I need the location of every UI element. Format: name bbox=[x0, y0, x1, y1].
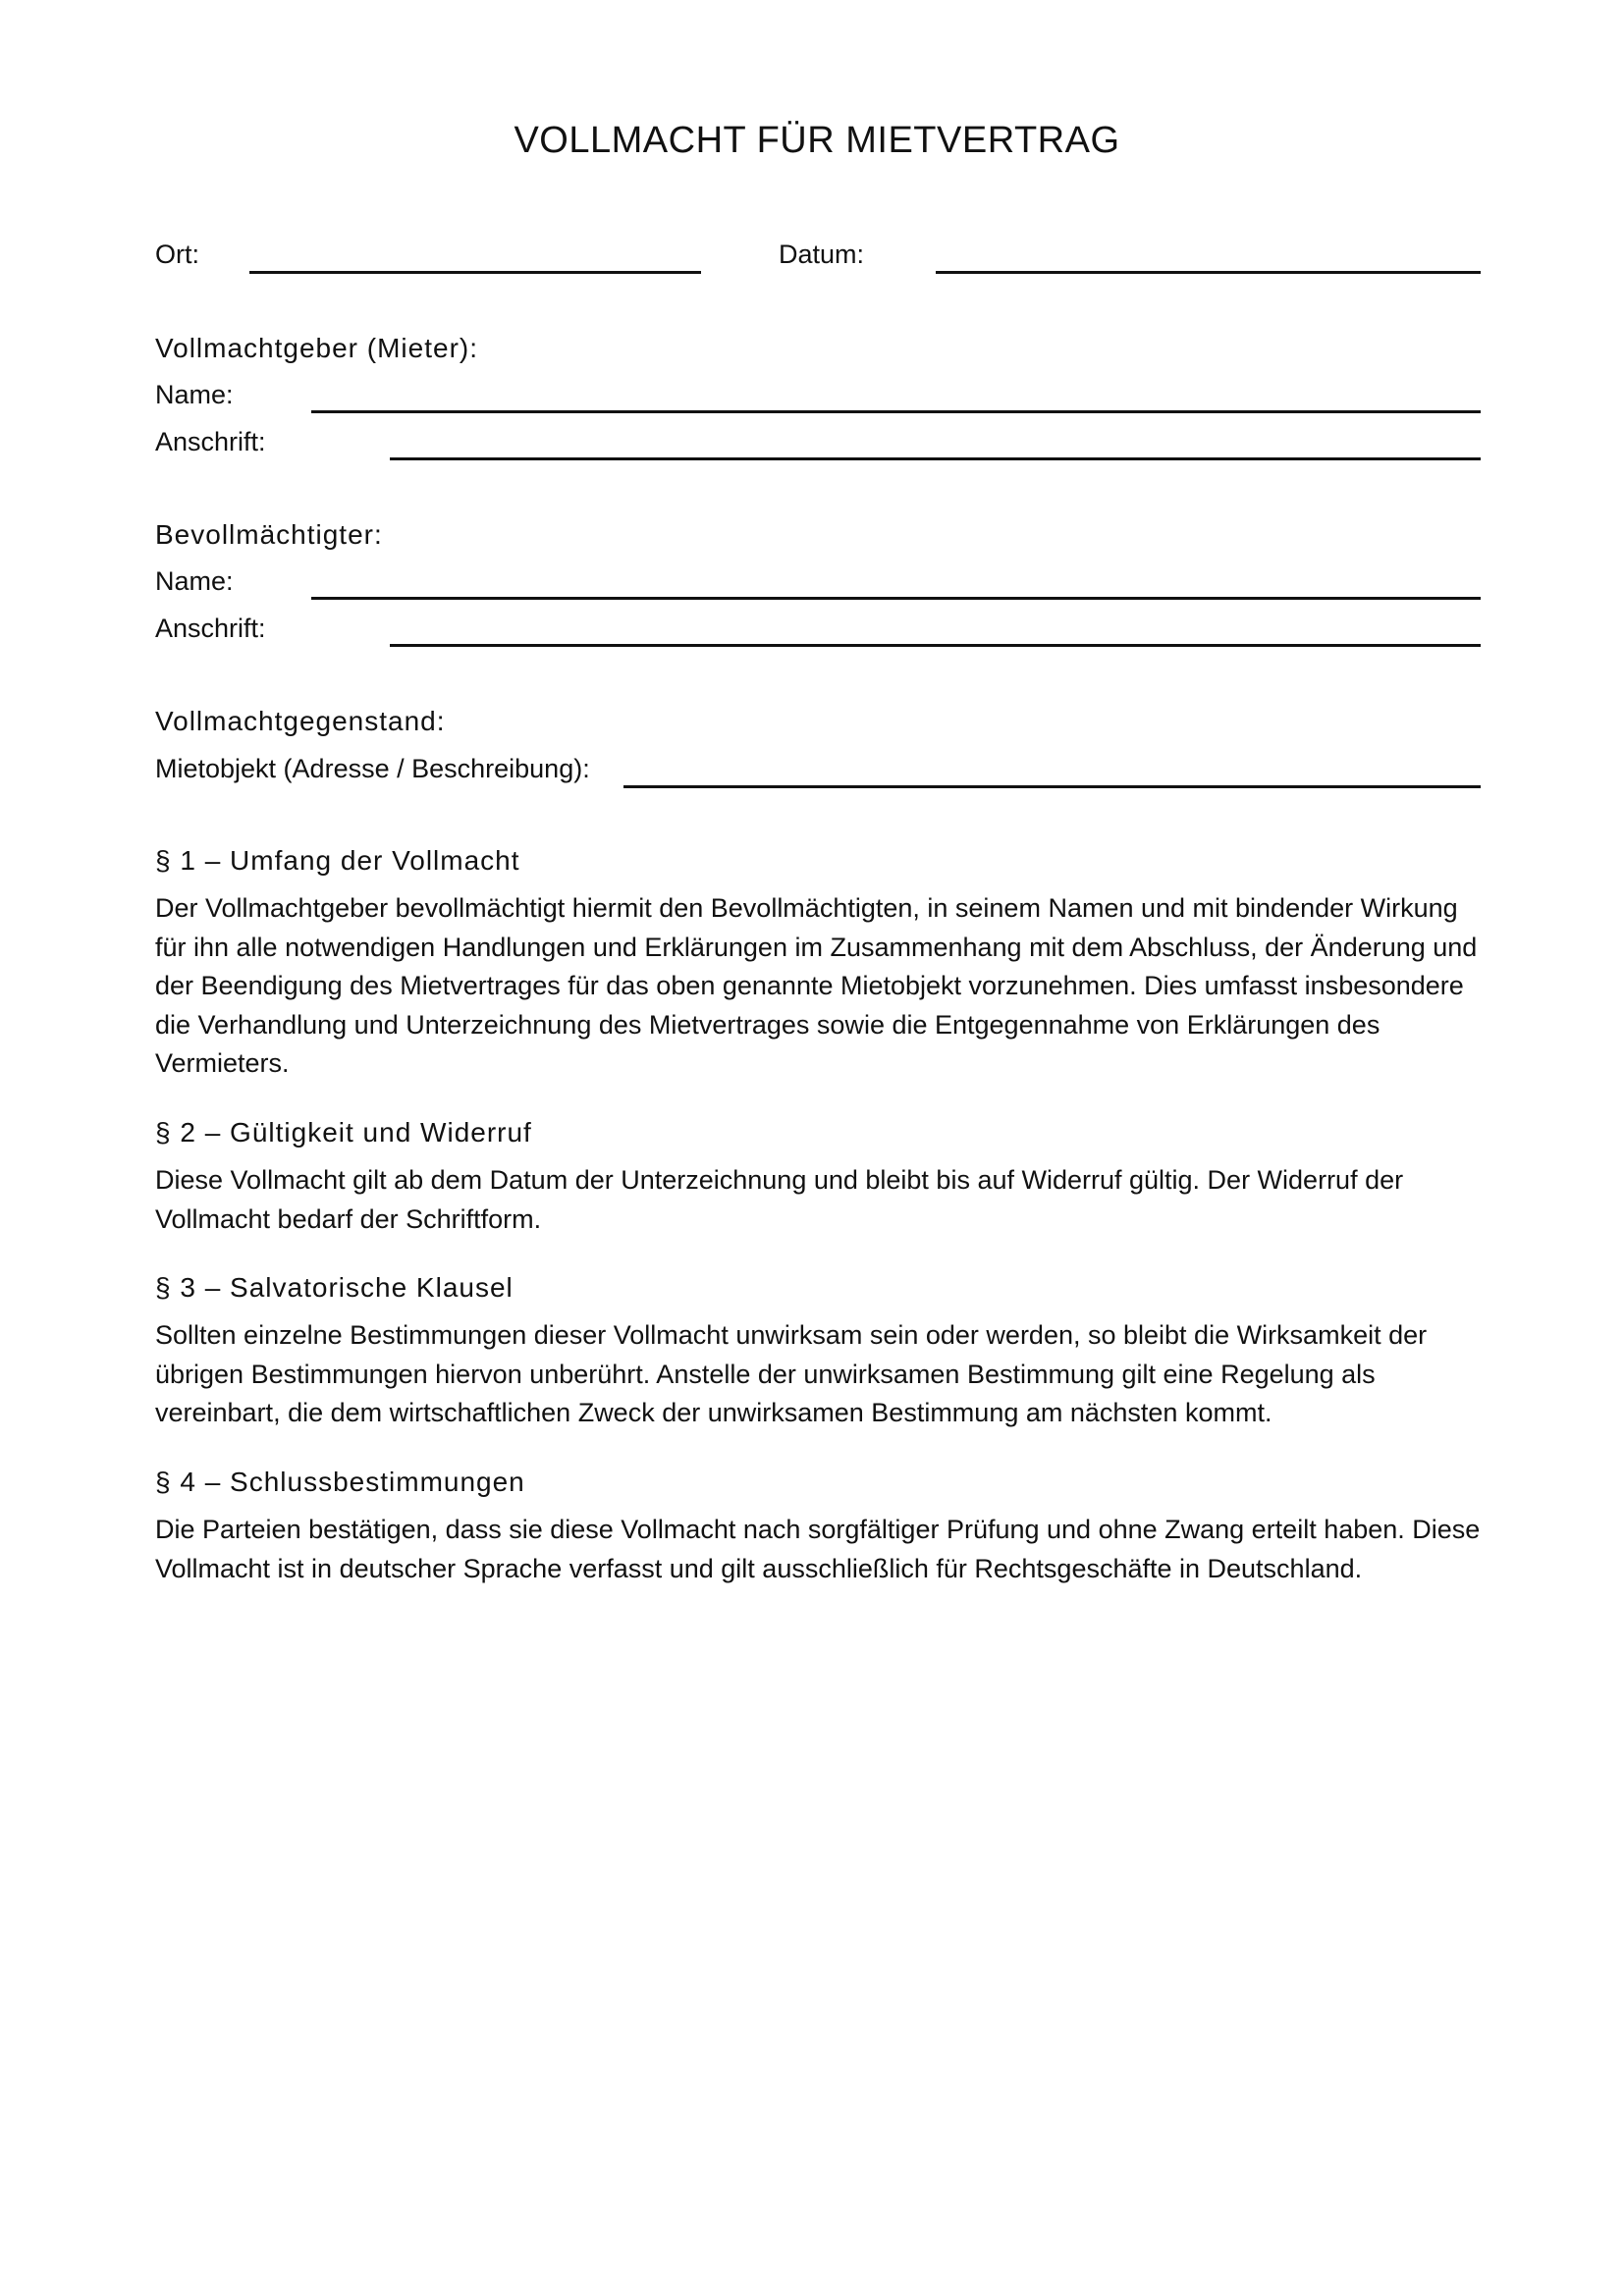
agent-address-label: Anschrift: bbox=[155, 614, 266, 643]
rental-object-line[interactable] bbox=[623, 785, 1481, 788]
grantor-address-line[interactable] bbox=[390, 457, 1481, 460]
section-3-text: Sollten einzelne Bestimmungen dieser Vollmacht unwirksam sein oder werden, so bleibt die Wirksamkeit der übrigen Bestimmungen hiervon unberührt. Anstelle der unwirksamen Bestimmung gilt eine Regelung als vereinbart, die dem wirtschaftlichen Zweck der unwirksamen Bestimmung am nächsten kommt. bbox=[155, 1320, 1428, 1427]
section-4-heading: § 4 – Schlussbestimmungen bbox=[155, 1467, 525, 1497]
grantor-address-label: Anschrift: bbox=[155, 427, 266, 456]
section-4-text: Die Parteien bestätigen, dass sie diese Vollmacht nach sorgfältiger Prüfung und ohne Zwang erteilt haben. Diese Vollmacht ist in deutscher Sprache verfasst und gilt ausschließlich für Rechtsgeschäfte in Deutschland. bbox=[155, 1515, 1481, 1583]
agent-address-line[interactable] bbox=[390, 644, 1481, 647]
grantor-name-line[interactable] bbox=[311, 410, 1481, 413]
section-3-heading: § 3 – Salvatorische Klausel bbox=[155, 1272, 514, 1303]
agent-heading: Bevollmächtigter: bbox=[155, 519, 383, 550]
rental-object-label: Mietobjekt (Adresse / Beschreibung): bbox=[155, 754, 590, 783]
place-label: Ort: bbox=[155, 240, 199, 269]
section-1-text: Der Vollmachtgeber bevollmächtigt hiermit den Bevollmächtigten, in seinem Namen und mit bindender Wirkung für ihn alle notwendigen Handlungen und Erklärungen im Zusammenhang mit dem Abschluss, der Änderung und der Beendigung des Mietvertrages für das oben genannte Mietobjekt vorzunehmen. Dies umfasst insbesondere die Verhandlung und Unterzeichnung des Mietvertrages sowie die Entgegennahme von Erklärungen des Vermieters. bbox=[155, 893, 1478, 1078]
subject-heading: Vollmachtgegenstand: bbox=[155, 706, 446, 736]
date-input-line[interactable] bbox=[936, 271, 1481, 274]
date-label: Datum: bbox=[779, 240, 865, 269]
agent-name-label: Name: bbox=[155, 566, 234, 596]
agent-name-line[interactable] bbox=[311, 597, 1481, 600]
grantor-name-label: Name: bbox=[155, 380, 234, 409]
section-1-heading: § 1 – Umfang der Vollmacht bbox=[155, 845, 520, 876]
grantor-heading: Vollmachtgeber (Mieter): bbox=[155, 333, 479, 363]
section-2-text: Diese Vollmacht gilt ab dem Datum der Unterzeichnung und bleibt bis auf Widerruf gültig. Der Widerruf der Vollmacht bedarf der Schriftform. bbox=[155, 1165, 1404, 1234]
section-2-heading: § 2 – Gültigkeit und Widerruf bbox=[155, 1117, 532, 1148]
document-title: VOLLMACHT FÜR MIETVERTRAG bbox=[514, 120, 1120, 161]
place-input-line[interactable] bbox=[249, 271, 701, 274]
